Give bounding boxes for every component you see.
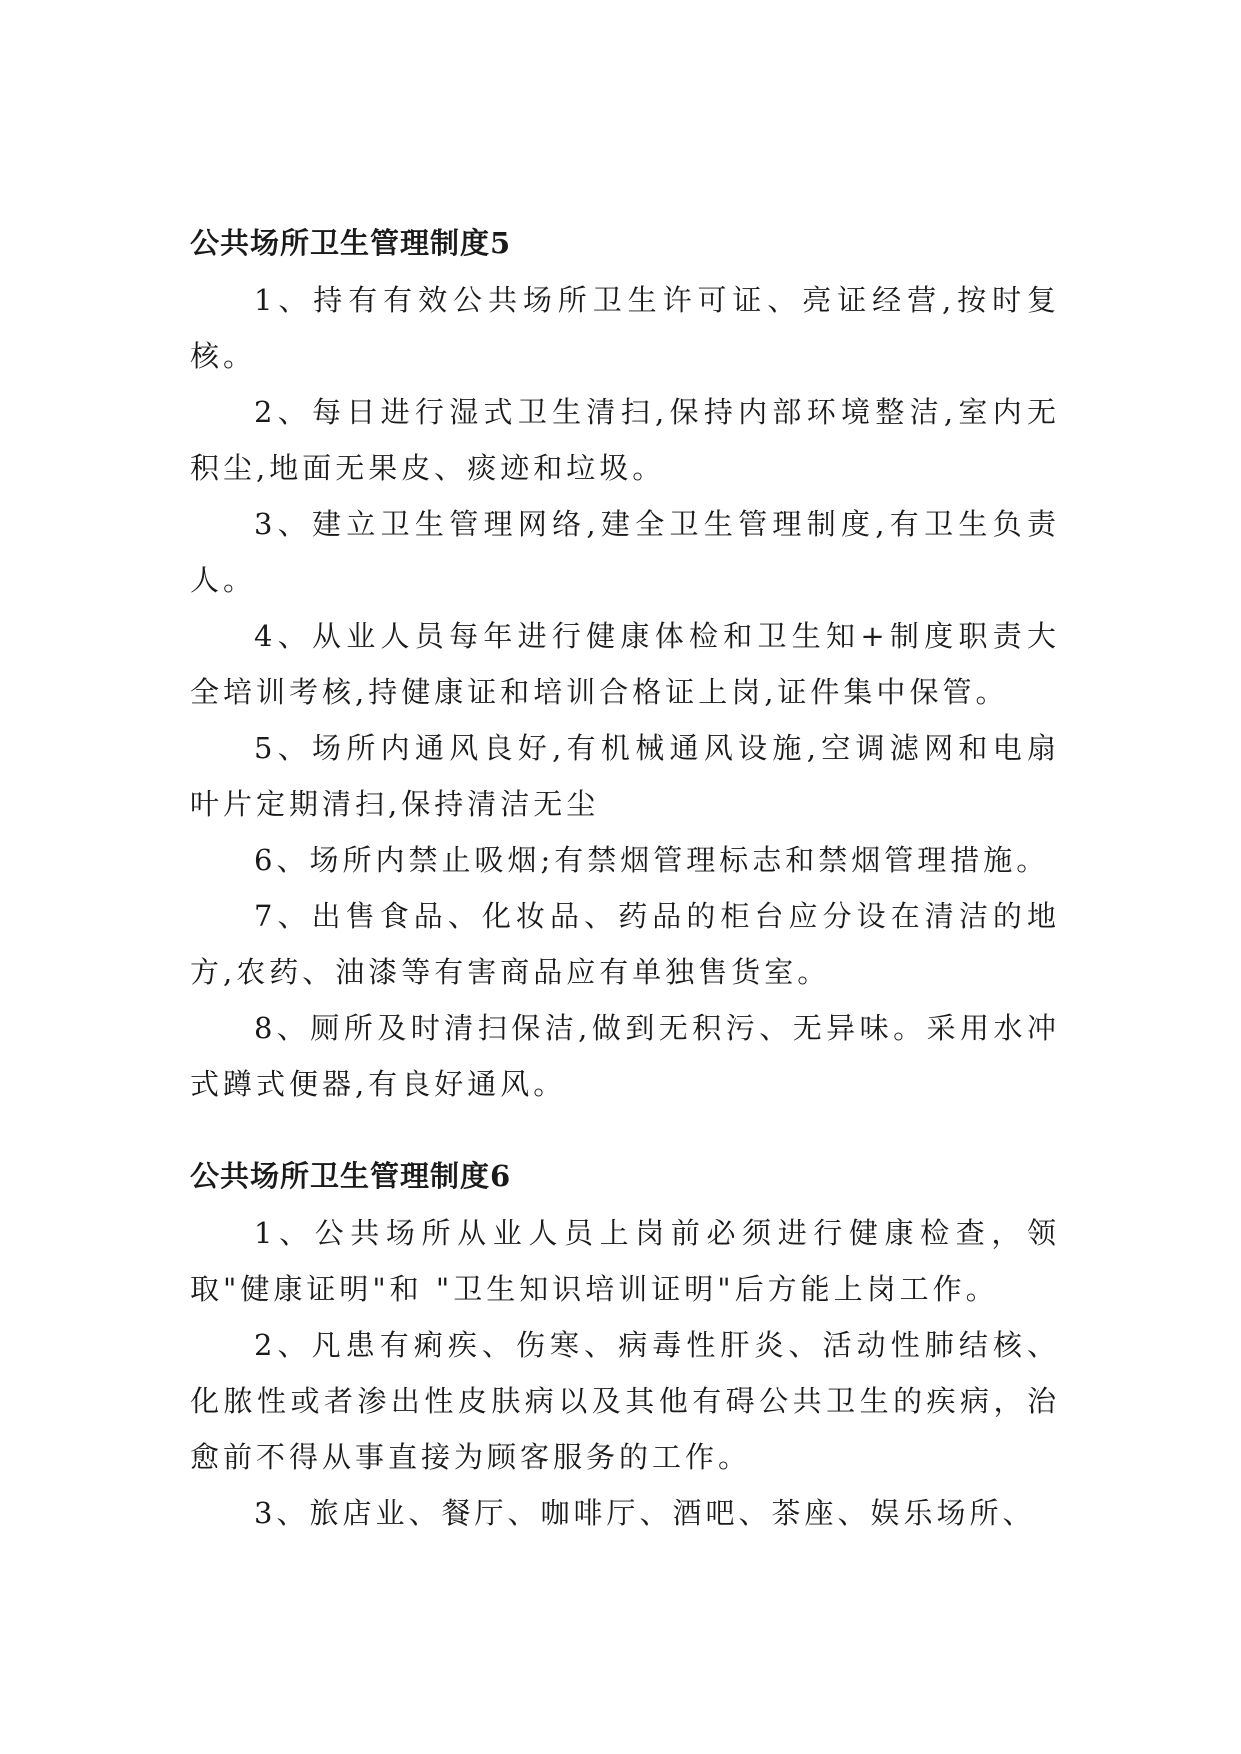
section-hygiene-rules-5 <box>190 214 1060 1112</box>
list-item: 8、厕所及时清扫保洁,做到无积污、无异味。采用水冲式蹲式便器,有良好通风。 <box>190 1011 1060 1101</box>
section-hygiene-rules-6 <box>190 1147 1060 1541</box>
list-item: 2、每日进行湿式卫生清扫,保持内部环境整洁,室内无积尘,地面无果皮、痰迹和垃圾。 <box>190 395 1060 485</box>
list-item: 1、公共场所从业人员上岗前必须进行健康检查，领取"健康证明"和 "卫生知识培训证明"后方能上岗工作。 <box>190 1216 1060 1306</box>
section-title: 公共场所卫生管理制度6 <box>190 1159 512 1193</box>
list-item: 2、凡患有痢疾、伤寒、病毒性肝炎、活动性肺结核、化脓性或者渗出性皮肤病以及其他有碍公共卫生的疾病，治愈前不得从事直接为顾客服务的工作。 <box>190 1328 1060 1474</box>
list-item: 3、建立卫生管理网络,建全卫生管理制度,有卫生负责人。 <box>190 507 1060 597</box>
list-item: 1、持有有效公共场所卫生许可证、亮证经营,按时复核。 <box>190 283 1060 373</box>
list-item: 7、出售食品、化妆品、药品的柜台应分设在清洁的地方,农药、油漆等有害商品应有单独售货室。 <box>190 899 1060 989</box>
list-item: 3、旅店业、餐厅、咖啡厅、酒吧、茶座、娱乐场所、 <box>254 1496 1036 1530</box>
list-item: 6、场所内禁止吸烟;有禁烟管理标志和禁烟管理措施。 <box>254 843 1050 877</box>
list-item: 4、从业人员每年进行健康体检和卫生知+制度职责大全培训考核,持健康证和培训合格证上岗,证件集中保管。 <box>190 619 1060 709</box>
list-item: 5、场所内通风良好,有机械通风设施,空调滤网和电扇叶片定期清扫,保持清洁无尘 <box>190 731 1060 821</box>
section-title: 公共场所卫生管理制度5 <box>190 226 512 260</box>
